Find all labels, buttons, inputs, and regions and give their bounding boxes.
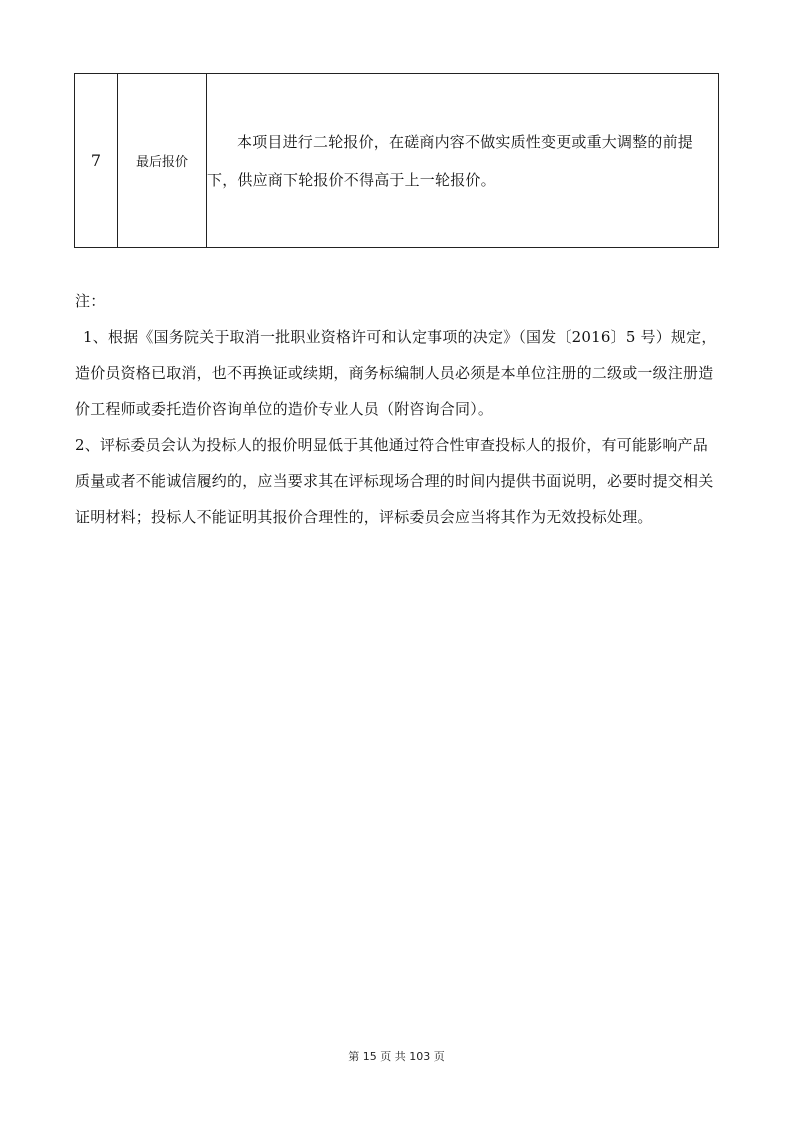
row-content-text: 本项目进行二轮报价，在磋商内容不做实质性变更或重大调整的前提下，供应商下轮报价不得高于上一轮报价。	[207, 132, 694, 189]
scoring-table	[74, 73, 719, 248]
footer-page-number: 15	[362, 1050, 377, 1063]
note-item-2: 2、评标委员会认为投标人的报价明显低于其他通过符合性审查投标人的报价，有可能影响产品质量或者不能诚信履约的，应当要求其在评标现场合理的时间内提供书面说明，必要时提交相关证明材料；投标人不能证明其报价合理性的，评标委员会应当将其作为无效投标处理。	[75, 436, 714, 526]
footer-middle: 页 共	[380, 1050, 406, 1063]
page-footer	[0, 1048, 793, 1064]
row-item-cell: 最后报价	[118, 74, 207, 248]
footer-total-pages: 103	[409, 1050, 431, 1063]
table-row	[75, 74, 719, 248]
row-number-cell: 7	[75, 74, 118, 248]
footer-suffix: 页	[433, 1050, 445, 1063]
footer-prefix: 第	[348, 1050, 360, 1063]
row-content-cell	[207, 74, 719, 248]
note-item-1: 1、根据《国务院关于取消一批职业资格许可和认定事项的决定》（国发〔2016〕5 号）规定，造价员资格已取消，也不再换证或续期，商务标编制人员必须是本单位注册的二级或一级注册造价工程师或委托造价咨询单位的造价专业人员（附咨询合同）。	[75, 328, 717, 418]
notes-title: 注：	[75, 292, 106, 310]
notes-section	[75, 283, 720, 535]
